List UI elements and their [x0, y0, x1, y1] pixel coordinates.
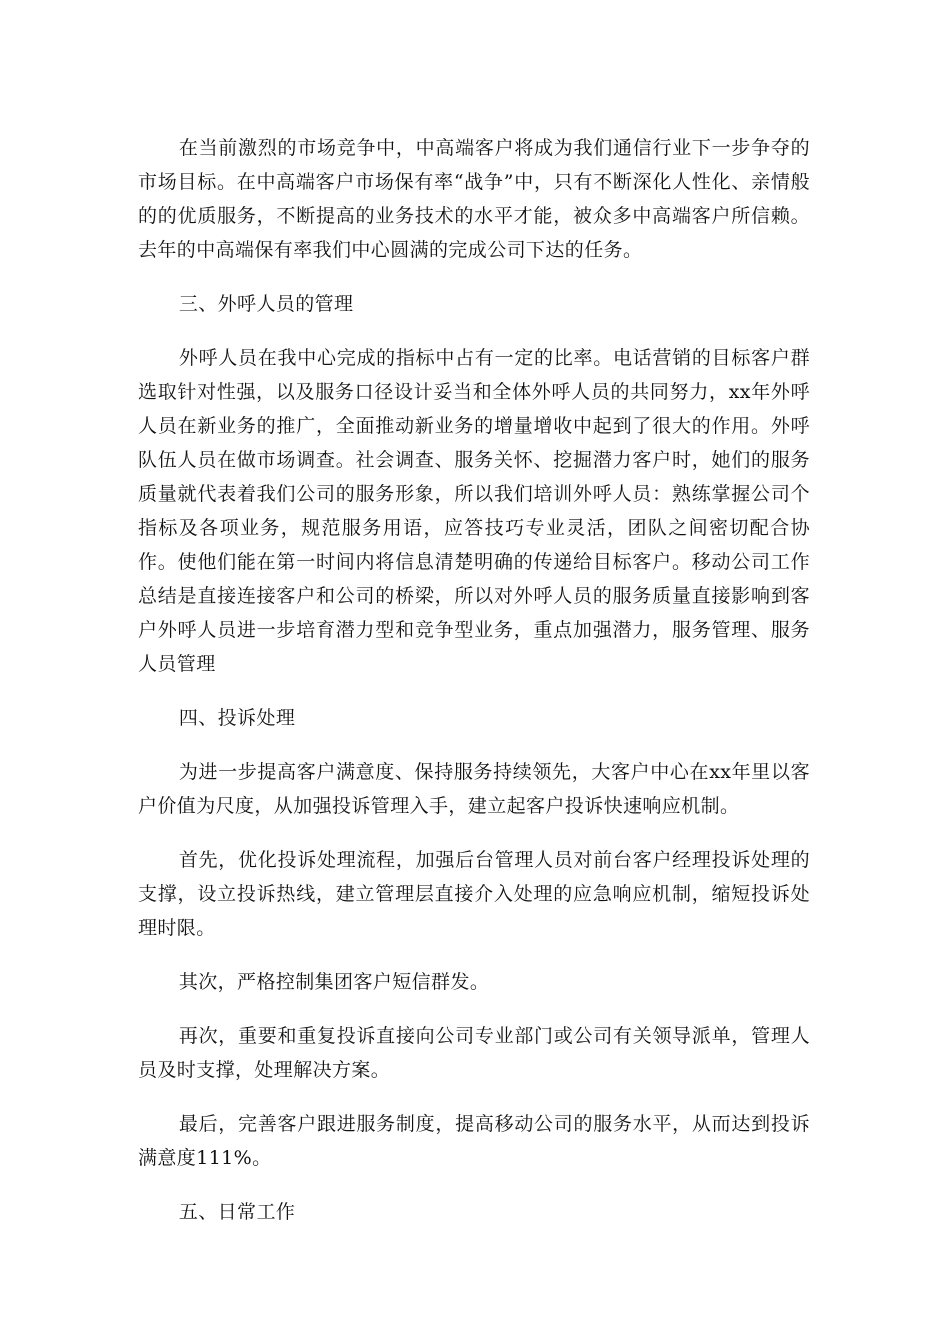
section-heading-daily-work: 五、日常工作 [178, 1201, 296, 1223]
paragraph-complaints-third: 再次，重要和重复投诉直接向公司专业部门或公司有关领导派单，管理人员及时支撑，处理解决方案。 [138, 1025, 810, 1081]
paragraph-complaints-intro: 为进一步提高客户满意度、保持服务持续领先，大客户中心在xx年里以客户价值为尺度，从加强投诉管理入手，建立起客户投诉快速响应机制。 [138, 761, 810, 817]
paragraph-high-end-customers: 在当前激烈的市场竞争中，中高端客户将成为我们通信行业下一步争夺的市场目标。在中高端客户市场保有率“战争”中，只有不断深化人性化、亲情般的的优质服务，不断提高的业务技术的水平才能，被众多中高端客户所信赖。去年的中高端保有率我们中心圆满的完成公司下达的任务。 [138, 137, 810, 261]
paragraph-outbound-staff: 外呼人员在我中心完成的指标中占有一定的比率。电话营销的目标客户群选取针对性强，以及服务口径设计妥当和全体外呼人员的共同努力，xx年外呼人员在新业务的推广，全面推动新业务的增量增收中起到了很大的作用。外呼队伍人员在做市场调查。社会调查、服务关怀、挖掘潜力客户时，她们的服务质量就代表着我们公司的服务形象，所以我们培训外呼人员：熟练掌握公司个指标及各项业务，规范服务用语，应答技巧专业灵活，团队之间密切配合协作。使他们能在第一时间内将信息清楚明确的传递给目标客户。移动公司工作总结是直接连接客户和公司的桥梁，所以对外呼人员的服务质量直接影响到客户外呼人员进一步培育潜力型和竞争型业务，重点加强潜力，服务管理、服务人员管理 [138, 347, 810, 675]
document-body [138, 131, 810, 1249]
paragraph-complaints-last: 最后，完善客户跟进服务制度，提高移动公司的服务水平，从而达到投诉满意度111%。 [138, 1113, 810, 1169]
paragraph-complaints-first: 首先，优化投诉处理流程，加强后台管理人员对前台客户经理投诉处理的支撑，设立投诉热线，建立管理层直接介入处理的应急响应机制，缩短投诉处理时限。 [138, 849, 810, 939]
section-heading-complaints: 四、投诉处理 [178, 707, 296, 729]
section-heading-outbound-staff: 三、外呼人员的管理 [178, 293, 354, 315]
paragraph-complaints-second: 其次，严格控制集团客户短信群发。 [178, 971, 490, 993]
